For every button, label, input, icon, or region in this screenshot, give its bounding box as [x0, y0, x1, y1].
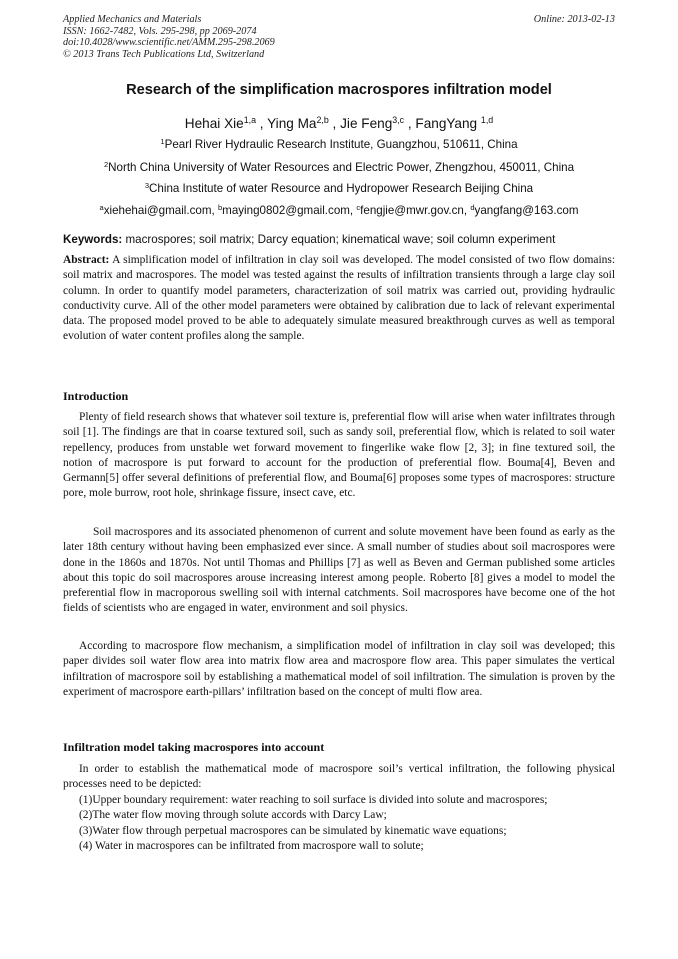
email-sup: b: [217, 202, 223, 212]
journal-header: [63, 14, 615, 60]
intro-paragraph-3: According to macrospore flow mechanism, a simplification model of infiltration in clay soil was developed; this paper divides soil water flow area into matrix flow area and macrospore flow area. This paper simulates the vertical infiltration of macrospore soil by establishing a mathematical model of soil infiltration. The simulation is proven by the experiment of macrospore earth-pillars’ infiltration based on the concept of multi flow area.: [63, 640, 615, 698]
model-paragraph-1: In order to establish the mathematical mode of macrospore soil’s vertical infiltration, the following physical processes need to be depicted:: [63, 763, 615, 791]
aff-sup: 3: [144, 180, 150, 190]
aff-sup: 1: [160, 136, 165, 146]
author-name: Ying Ma: [267, 116, 317, 131]
list-item: (3)Water flow through perpetual macrospores can be simulated by kinematic wave equations;: [79, 824, 507, 837]
affiliation-2: [0, 161, 678, 174]
aff-sup: 2: [103, 159, 109, 169]
email: maying0802@gmail.com,: [222, 204, 354, 217]
keywords-text: macrospores; soil matrix; Darcy equation; kinematical wave; soil column experiment: [125, 233, 556, 246]
author-sup: 2,b: [316, 115, 329, 126]
author-list: Hehai Xie$^{1,a}$ , Ying Ma$^{2,b}$ , Jie Feng$^{3,c}$ , FangYang $^{1,d}$: [184, 115, 494, 131]
author-name: FangYang: [415, 116, 478, 131]
email: yangfang@163.com: [474, 204, 579, 217]
list-item: (4) Water in macrospores can be infiltrated from macrospore wall to solute;: [79, 839, 424, 852]
keywords-label: Keywords:: [63, 233, 123, 246]
copyright-line: © 2013 Trans Tech Publications Ltd, Switzerland: [63, 48, 265, 60]
introduction-heading: Introduction: [63, 389, 129, 403]
paper-title: Research of the simplification macrospores infiltration model: [126, 82, 552, 98]
email: fengjie@mwr.gov.cn,: [360, 204, 468, 217]
email: xiehehai@gmail.com,: [103, 204, 215, 217]
aff-text: Pearl River Hydraulic Research Institute, Guangzhou, 510611, China: [164, 138, 518, 151]
email-line: [0, 204, 678, 217]
abstract-label: Abstract:: [63, 254, 110, 266]
list-item: (1)Upper boundary requirement: water reaching to soil surface is divided into solute and macrospores;: [79, 794, 548, 806]
process-list: [63, 793, 615, 854]
email-sup: a: [99, 202, 104, 212]
issn-line: ISSN: 1662-7482, Vols. 295-298, pp 2069-2074: [63, 25, 257, 37]
author-name: Hehai Xie: [184, 116, 244, 131]
online-date: Online: 2013-02-13: [533, 14, 615, 25]
abstract-text: A simplification model of infiltration in clay soil was developed. The model consisted of two flow domains: soil matrix and macrospores. The model was tested against the results of infiltration transients through a large clay soil column. In order to quantify model parameters, characterization of soil matrix was carried out, providing hydraulic conductivity curve. All of the other model parameters were obtained by calibration due to lack of relevant experimental data. The proposed model proved to be able to adequately simulate measured breakthrough curves as well as temporal evolution of water content profiles along the sample.: [63, 254, 616, 343]
email-sup: d: [470, 202, 475, 212]
abstract: [63, 253, 615, 345]
affiliation-3: [0, 182, 678, 195]
author-sup: 1,a: [243, 115, 257, 126]
author-name: Jie Feng: [340, 116, 393, 131]
aff-text: North China University of Water Resources and Electric Power, Zhengzhou, 450011, China: [108, 161, 575, 174]
intro-paragraph-1: Plenty of field research shows that whatever soil texture is, preferential flow will arise when water infiltrates through soil [1]. The findings are that in coarse textured soil, such as sandy soil, preferential flow, which is related to soil water repellency, produces from unstable wet forward movement to fingerlike wake flow [2, 3]; in fine textured soil, the notion of macrospore is put forward to account for the production of preferential flow. Bouma[4], Beven and Germann[5] offer several definitions of preferential flow, and Bouma[6] proposes some types of macrospores: structure pore, mole burrow, root hole, shrinkage fissure, insect cave, etc.: [63, 411, 615, 500]
model-section-heading: Infiltration model taking macrospores into account: [63, 740, 325, 754]
author-sup: 3,c: [392, 115, 405, 126]
email-sup: c: [356, 202, 361, 212]
list-item: (2)The water flow moving through solute accords with Darcy Law;: [79, 809, 387, 822]
intro-paragraph-2: Soil macrospores and its associated phenomenon of current and solute movement have been found as early as the later 18th century without having been emphasized ever since. A small number of studies about soil macrospores were done in the 1860s and 1870s. Not until Thomas and Phillips [7] as well as Beven and German published some articles about this topic do soil macrospores arouse increasing interest among people. Roberto [8] gives a model to model the preferential flow in macroporous swelling soil with internal catchments. Soil macrospores have become one of the hot fields of scientists who are engaged in water, environment and soil physics.: [63, 526, 615, 615]
affiliation-1: [0, 138, 678, 151]
aff-text: China Institute of water Resource and Hydropower Research Beijing China: [149, 182, 534, 195]
journal-name: Applied Mechanics and Materials: [63, 14, 202, 25]
doi-line: doi:10.4028/www.scientific.net/AMM.295-298.2069: [63, 37, 275, 49]
author-sup: 1,d: [480, 115, 494, 126]
keywords: [63, 233, 618, 246]
